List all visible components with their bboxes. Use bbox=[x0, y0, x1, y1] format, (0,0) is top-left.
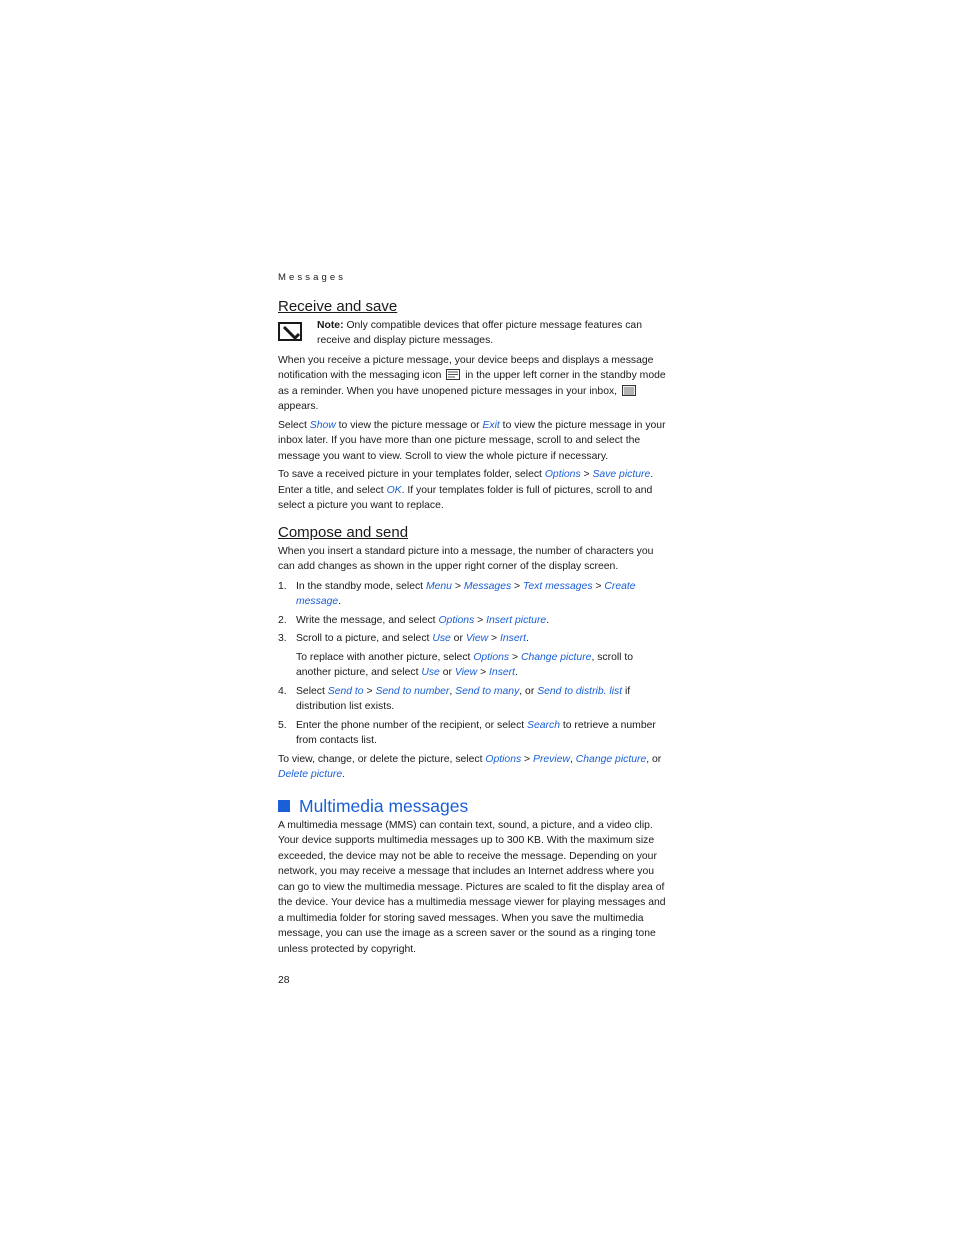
heading-compose-and-send: Compose and send bbox=[278, 523, 409, 541]
step-number: 3. bbox=[278, 633, 287, 644]
list-item bbox=[278, 631, 670, 647]
text-run: . Enter a title, and select bbox=[278, 469, 654, 496]
text-run: Write the message, and select bbox=[296, 614, 439, 626]
text-run: To view, change, or delete the picture, select bbox=[278, 753, 486, 765]
ui-options: Options bbox=[485, 753, 522, 765]
steps-list bbox=[278, 579, 670, 647]
step-number: 1. bbox=[278, 580, 287, 592]
text-run: if distribution list exists. bbox=[296, 685, 631, 712]
text-run: or bbox=[450, 633, 466, 644]
note-body: Only compatible devices that offer picture message features can receive and display picture messages. bbox=[317, 319, 642, 346]
separator: > bbox=[451, 580, 464, 592]
text-run: . bbox=[526, 633, 529, 644]
note-box bbox=[278, 318, 670, 349]
page-content bbox=[278, 270, 670, 989]
ui-view: View bbox=[454, 667, 478, 678]
step-text bbox=[296, 718, 670, 749]
ui-exit: Exit bbox=[482, 419, 500, 431]
ui-create-message: Create message bbox=[296, 580, 636, 607]
paragraph-save-picture bbox=[278, 467, 670, 514]
text-run: Select bbox=[296, 685, 328, 697]
steps-list-continued bbox=[278, 684, 670, 749]
heading-text: Multimedia messages bbox=[299, 795, 469, 816]
ui-use: Use bbox=[432, 633, 451, 644]
ui-menu: Menu bbox=[425, 580, 452, 592]
text-run: , or bbox=[646, 753, 662, 765]
separator: > bbox=[363, 685, 376, 697]
ui-view: View bbox=[465, 633, 489, 644]
ui-send-to-distrib-list: Send to distrib. list bbox=[537, 685, 623, 697]
ui-send-to: Send to bbox=[327, 685, 364, 697]
text-run: , bbox=[569, 753, 576, 765]
ui-save-picture: Save picture bbox=[592, 469, 651, 480]
text-run: to retrieve a number from contacts list. bbox=[296, 719, 656, 746]
text-run: . bbox=[338, 596, 342, 607]
paragraph-receive bbox=[278, 353, 670, 415]
ui-insert: Insert bbox=[489, 667, 516, 678]
inbox-icon bbox=[622, 385, 636, 396]
step-text bbox=[296, 631, 529, 647]
text-run: in the upper left corner in the standby mode as a reminder. When you have unopened picture messages in your inbox, bbox=[278, 370, 666, 397]
separator: > bbox=[521, 753, 534, 765]
list-item bbox=[278, 613, 670, 629]
separator: > bbox=[511, 580, 524, 592]
ui-search: Search bbox=[527, 719, 560, 731]
note-icon bbox=[278, 320, 304, 342]
list-item bbox=[278, 579, 670, 610]
text-run: or bbox=[439, 667, 455, 678]
ui-insert: Insert bbox=[500, 633, 526, 644]
step-number: 2. bbox=[278, 614, 287, 626]
text-run: , or bbox=[519, 685, 538, 697]
step-text bbox=[296, 684, 670, 715]
text-run: appears. bbox=[278, 401, 319, 412]
text-run: To replace with another picture, select bbox=[296, 651, 474, 663]
text-run: . bbox=[342, 769, 346, 780]
separator: > bbox=[580, 469, 593, 480]
ui-send-to-number: Send to number bbox=[375, 685, 450, 697]
heading-multimedia-messages bbox=[278, 795, 670, 817]
text-run: . bbox=[515, 667, 518, 678]
text-run: Select bbox=[278, 419, 310, 431]
paragraph-compose-intro: When you insert a standard picture into a message, the number of characters you can add changes as shown in the upper right corner of the display screen. bbox=[278, 545, 654, 572]
paragraph-replace-picture bbox=[278, 650, 670, 681]
separator: > bbox=[477, 667, 490, 678]
text-run: To save a received picture in your templates folder, select bbox=[278, 469, 545, 480]
text-run: Enter the phone number of the recipient, or select bbox=[296, 719, 528, 731]
text-run: to view the picture message in your inbox later. If you have more than one picture message, scroll to and select the message you want to view. Scroll to view the whole picture if necessary. bbox=[278, 419, 666, 462]
separator: > bbox=[488, 633, 500, 644]
ui-preview: Preview bbox=[533, 753, 570, 765]
list-item bbox=[278, 684, 670, 715]
ui-messages: Messages bbox=[463, 580, 512, 592]
ui-show: Show bbox=[309, 419, 336, 431]
section-marker-icon bbox=[278, 800, 290, 812]
message-notification-icon bbox=[446, 369, 460, 380]
ui-options: Options bbox=[544, 469, 581, 480]
text-run: When you receive a picture message, your device beeps and displays a message notification with the messaging icon bbox=[278, 354, 654, 381]
ui-change-picture: Change picture bbox=[575, 753, 647, 765]
ui-use: Use bbox=[421, 667, 440, 678]
ui-change-picture: Change picture bbox=[520, 651, 592, 663]
paragraph-multimedia: A multimedia message (MMS) can contain text, sound, a picture, and a video clip. Your device supports multimedia messages up to 300 KB. With the maximum size exceeded, the device may not be able to receive the message. Depending on your network, you may receive a message that includes an Internet address where you can go to view the multimedia message. Pictures are scaled to fit the display area of the device. Your device has a multimedia message viewer for playing messages and a multimedia folder for storing saved messages. When you save the multimedia message, you can use the image as a screen saver or the sound as a ringing tone unless protected by copyright. bbox=[278, 819, 666, 955]
text-run: to view the picture message or bbox=[335, 419, 483, 431]
text-run: In the standby mode, select bbox=[296, 580, 426, 592]
separator: > bbox=[509, 651, 521, 663]
paragraph-select-show bbox=[278, 418, 670, 465]
step-text bbox=[296, 613, 549, 629]
separator: > bbox=[592, 580, 605, 592]
page-number: 28 bbox=[278, 975, 290, 986]
ui-send-to-many: Send to many bbox=[455, 685, 520, 697]
running-head: Messages bbox=[278, 272, 347, 283]
text-run: . If your templates folder is full of pictures, scroll to and select a picture you want to replace. bbox=[278, 484, 653, 511]
ui-ok: OK bbox=[386, 484, 402, 496]
step-text bbox=[296, 579, 670, 610]
note-text bbox=[317, 318, 670, 349]
paragraph-compose-outro bbox=[278, 752, 670, 783]
list-item bbox=[278, 718, 670, 749]
step-number: 5. bbox=[278, 719, 287, 731]
ui-insert-picture: Insert picture bbox=[486, 614, 547, 626]
text-run: , scroll to another picture, and select bbox=[296, 651, 634, 678]
ui-options: Options bbox=[473, 651, 510, 663]
note-label: Note: bbox=[317, 319, 344, 331]
ui-text-messages: Text messages bbox=[523, 580, 593, 592]
separator: > bbox=[474, 614, 487, 626]
text-run: , bbox=[449, 685, 456, 697]
text-run: Scroll to a picture, and select bbox=[296, 633, 433, 644]
ui-delete-picture: Delete picture bbox=[278, 769, 343, 780]
heading-receive-and-save: Receive and save bbox=[278, 297, 398, 315]
step-number: 4. bbox=[278, 685, 287, 697]
text-run: . bbox=[546, 614, 550, 626]
ui-options: Options bbox=[438, 614, 475, 626]
